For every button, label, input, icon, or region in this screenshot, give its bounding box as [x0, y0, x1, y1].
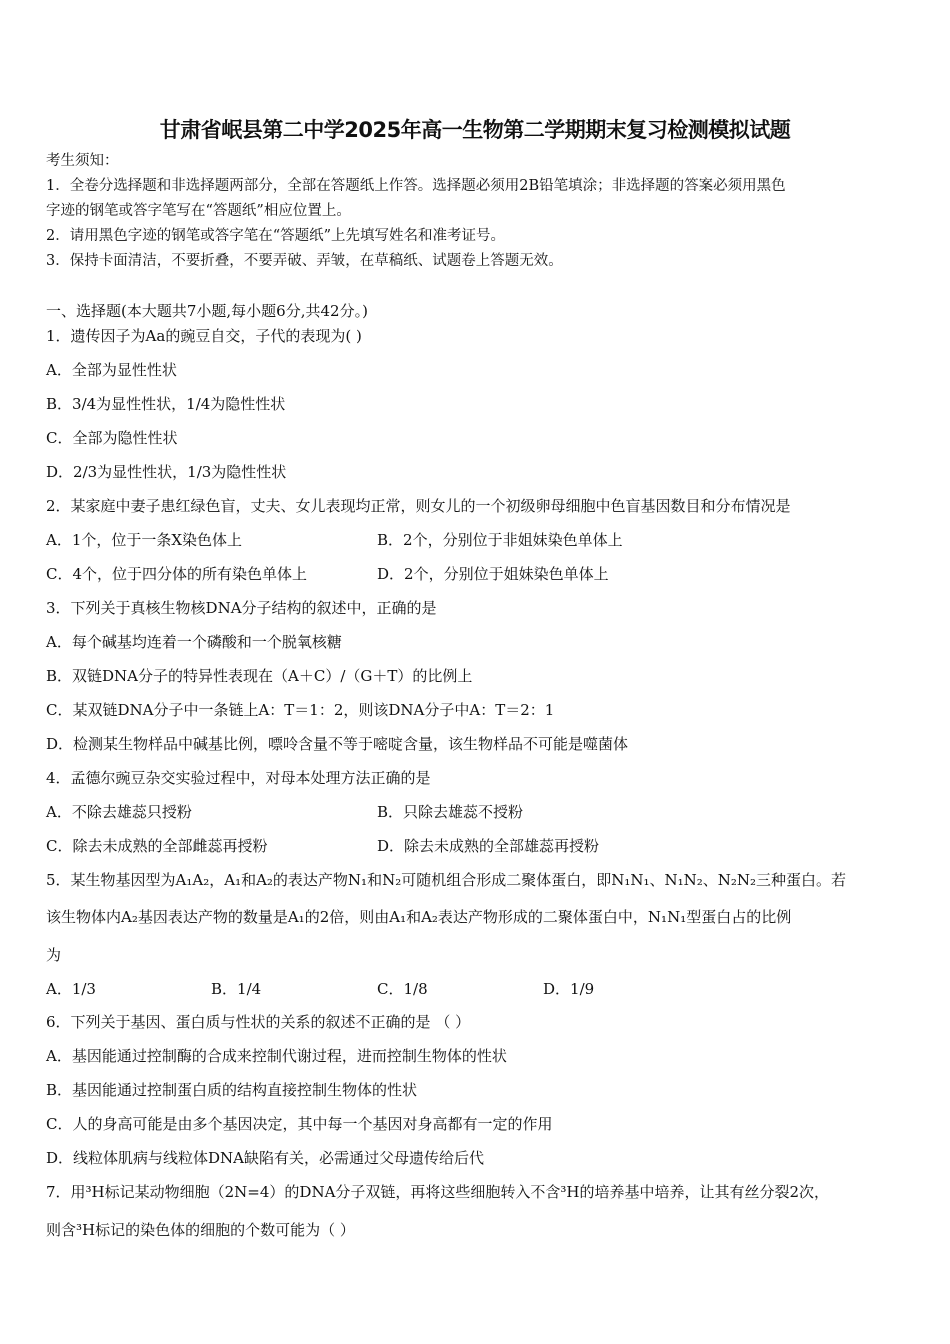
option-b: B．基因能通过控制蛋白质的结构直接控制生物体的性状: [46, 1081, 418, 1099]
question-stem: 5．某生物基因型为A₁A₂，A₁和A₂的表达产物N₁和N₂可随机组合形成二聚体蛋白，即N₁N₁、N₁N₂、N₂N₂三种蛋白。若: [46, 871, 847, 889]
option-c: C．某双链DNA分子中一条链上A：T＝1：2，则该DNA分子中A：T＝2：1: [46, 701, 555, 719]
option-b: B．3/4为显性性状，1/4为隐性性状: [46, 395, 286, 413]
page-title: 甘肃省岷县第二中学2025年高一生物第二学期期末复习检测模拟试题: [159, 118, 791, 142]
question-stem: 1．遗传因子为Aa的豌豆自交，子代的表现为( ): [46, 327, 362, 345]
option-a: A．1/3: [46, 980, 96, 998]
notice-line: 3．保持卡面清洁，不要折叠，不要弄破、弄皱，在草稿纸、试题卷上答题无效。: [46, 253, 563, 269]
question-stem-cont: 该生物体内A₂基因表达产物的数量是A₁的2倍，则由A₁和A₂表达产物形成的二聚体蛋白中，N₁N₁型蛋白占的比例: [46, 908, 792, 926]
option-c: C．全部为隐性性状: [46, 429, 178, 447]
option-c: C．4个，位于四分体的所有染色单体上: [46, 565, 308, 583]
option-c: C．人的身高可能是由多个基因决定，其中每一个基因对身高都有一定的作用: [46, 1115, 553, 1133]
option-b: B．1/4: [211, 980, 262, 998]
option-d: D．1/9: [543, 980, 595, 998]
option-d: D．2/3为显性性状，1/3为隐性性状: [46, 463, 287, 481]
option-a: A．基因能通过控制酶的合成来控制代谢过程，进而控制生物体的性状: [46, 1047, 507, 1065]
question-stem: 4．孟德尔豌豆杂交实验过程中，对母本处理方法正确的是: [46, 769, 431, 787]
option-d: D．2个，分别位于姐妹染色单体上: [377, 565, 609, 583]
option-b: B．只除去雄蕊不授粉: [377, 803, 524, 821]
option-a: A．不除去雄蕊只授粉: [46, 803, 192, 821]
question-stem: 3．下列关于真核生物核DNA分子结构的叙述中，正确的是: [46, 599, 437, 617]
notice-line: 2．请用黑色字迹的钢笔或答字笔在“答题纸”上先填写姓名和准考证号。: [46, 228, 506, 244]
question-stem: 6．下列关于基因、蛋白质与性状的关系的叙述不正确的是 （ ）: [46, 1013, 471, 1031]
option-c: C．1/8: [377, 980, 428, 998]
option-a: A．每个碱基均连着一个磷酸和一个脱氧核糖: [46, 633, 342, 651]
option-c: C．除去未成熟的全部雌蕊再授粉: [46, 837, 268, 855]
option-a: A．1个，位于一条X染色体上: [46, 531, 243, 549]
section-heading: 一、选择题(本大题共7小题,每小题6分,共42分。): [46, 302, 368, 320]
notice-line: 1．全卷分选择题和非选择题两部分，全部在答题纸上作答。选择题必须用2B铅笔填涂；非选择题的答案必须用黑色: [46, 178, 786, 194]
option-d: D．除去未成熟的全部雄蕊再授粉: [377, 837, 600, 855]
notice-heading: 考生须知：: [46, 153, 119, 169]
option-a: A．全部为显性性状: [46, 361, 177, 379]
question-stem: 2．某家庭中妻子患红绿色盲，丈夫、女儿表现均正常，则女儿的一个初级卵母细胞中色盲基因数目和分布情况是: [46, 497, 791, 515]
question-stem-cont: 为: [46, 946, 62, 964]
option-b: B．2个，分别位于非姐妹染色单体上: [377, 531, 623, 549]
question-stem-cont: 则含³H标记的染色体的细胞的个数可能为（ ）: [46, 1221, 355, 1239]
question-stem: 7．用³H标记某动物细胞（2N=4）的DNA分子双链，再将这些细胞转入不含³H的培养基中培养，让其有丝分裂2次，: [46, 1183, 830, 1201]
option-d: D．线粒体肌病与线粒体DNA缺陷有关，必需通过父母遗传给后代: [46, 1149, 485, 1167]
option-d: D．检测某生物样品中碱基比例，嘌呤含量不等于嘧啶含量，该生物样品不可能是噬菌体: [46, 735, 629, 753]
option-b: B．双链DNA分子的特异性表现在（A＋C）/（G＋T）的比例上: [46, 667, 473, 685]
notice-line: 字迹的钢笔或答字笔写在“答题纸”相应位置上。: [46, 203, 351, 219]
